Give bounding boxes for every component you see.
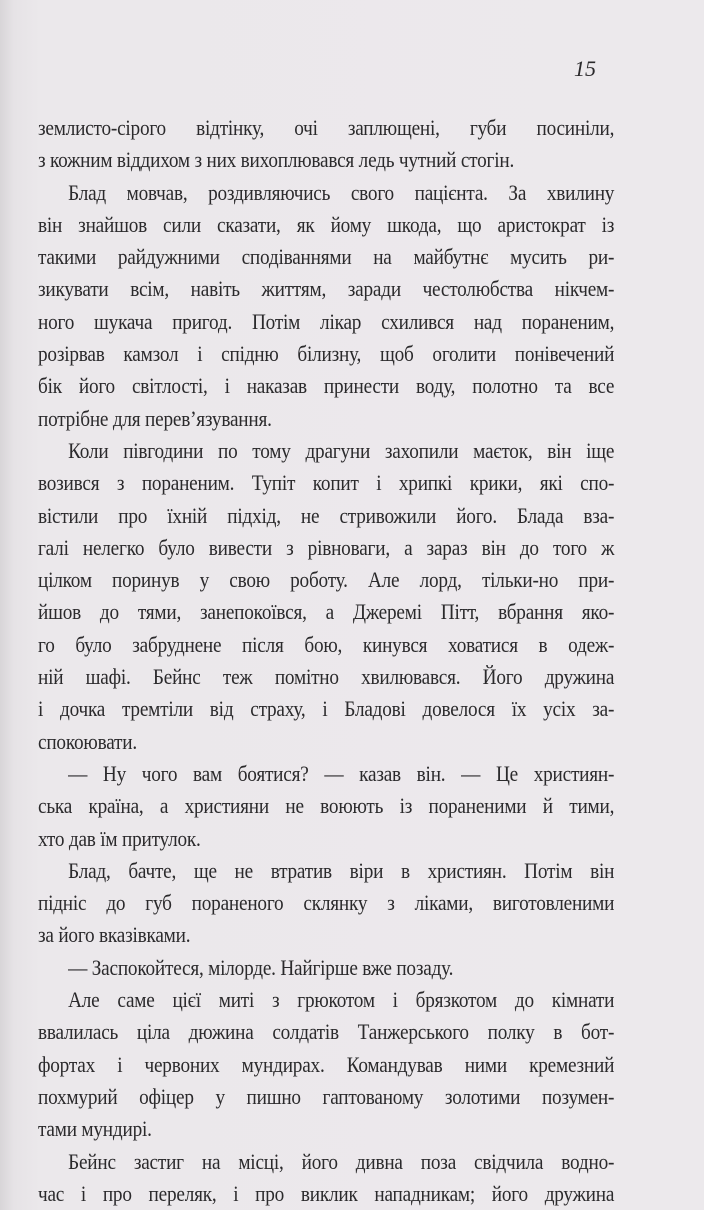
paragraph-first-line: Коли півгодини по тому драгуни захопили маєток, він іще: [68, 437, 615, 463]
text-line: хто дав їм притулок.: [38, 825, 201, 851]
text-line: йшов до тями, занепокоївся, а Джеремі Пітт, вбрання яко-: [38, 599, 615, 625]
page-number: 15: [574, 56, 596, 81]
text-line: бік його світлості, і наказав принести воду, полотно та все: [38, 373, 615, 399]
paragraph-first-line: Бейнс застиг на місці, його дивна поза свідчила водно-: [68, 1148, 615, 1174]
text-line: возився з пораненим. Тупіт копит і хрипкі крики, які спо-: [38, 470, 615, 496]
text-line: тами мундирі.: [38, 1116, 152, 1142]
text-line: спокоювати.: [38, 728, 137, 754]
text-line: го було забруднене після бою, кинувся ховатися в одеж-: [38, 631, 615, 657]
text-line: цілком поринув у свою роботу. Але лорд, тільки-но при-: [38, 567, 615, 593]
text-line: і дочка тремтіли від страху, і Бладові довелося їх усіх за-: [38, 696, 615, 722]
text-line: підніс до губ пораненого склянку з ліками, виготовленими: [38, 890, 615, 916]
text-line: зикувати всім, навіть життям, заради честолюбства нікчем-: [38, 276, 615, 302]
body-text: [38, 112, 615, 1210]
paragraph-first-line: — Ну чого вам боятися? — казав він. — Це християн-: [68, 760, 615, 786]
text-line: він знайшов сили сказати, як йому шкода, що аристократ із: [38, 211, 615, 237]
paragraph-first-line: Але саме цієї миті з грюкотом і брязкотом до кімнати: [68, 987, 615, 1013]
text-line: ввалилась ціла дюжина солдатів Танжерського полку в бот-: [38, 1019, 615, 1045]
paragraph-first-line: Блад, бачте, ще не втратив віри в християн. Потім він: [68, 857, 615, 883]
text-line: розірвав камзол і спідню білизну, щоб оголити понівечений: [38, 341, 615, 367]
text-line: вістили про їхній підхід, не стривожили його. Блада вза-: [38, 502, 615, 528]
text-line: за його вказівками.: [38, 922, 191, 948]
text-line: потрібне для перев’язування.: [38, 405, 272, 431]
text-line: землисто-сірого відтінку, очі заплющені, губи посиніли,: [38, 115, 615, 140]
text-line: ська країна, а християни не воюють із пораненими й тими,: [38, 793, 615, 819]
text-line: такими райдужними сподіваннями на майбутнє мусить ри-: [38, 244, 615, 270]
paragraph-first-line: Блад мовчав, роздивляючись свого пацієнта. За хвилину: [68, 179, 615, 205]
text-lines: [38, 112, 614, 1210]
text-line: з кожним віддихом з них вихоплювався ледь чутний стогін.: [38, 147, 515, 173]
text-line: ного шукача пригод. Потім лікар схилився над пораненим,: [38, 308, 615, 334]
text-line: галі нелегко було вивести з рівноваги, а зараз він до того ж: [38, 534, 615, 560]
text-line: фортах і червоних мундирах. Командував ними кремезний: [38, 1051, 615, 1077]
text-line: ній шафі. Бейнс теж помітно хвилювався. Його дружина: [38, 664, 615, 690]
text-line: похмурий офіцер у пишно гаптованому золотими позумен-: [38, 1083, 615, 1109]
paragraph-first-line: — Заспокойтеся, мілорде. Найгірше вже позаду.: [68, 954, 454, 980]
text-line: час і про переляк, і про виклик нападникам; його дружина: [38, 1180, 615, 1206]
